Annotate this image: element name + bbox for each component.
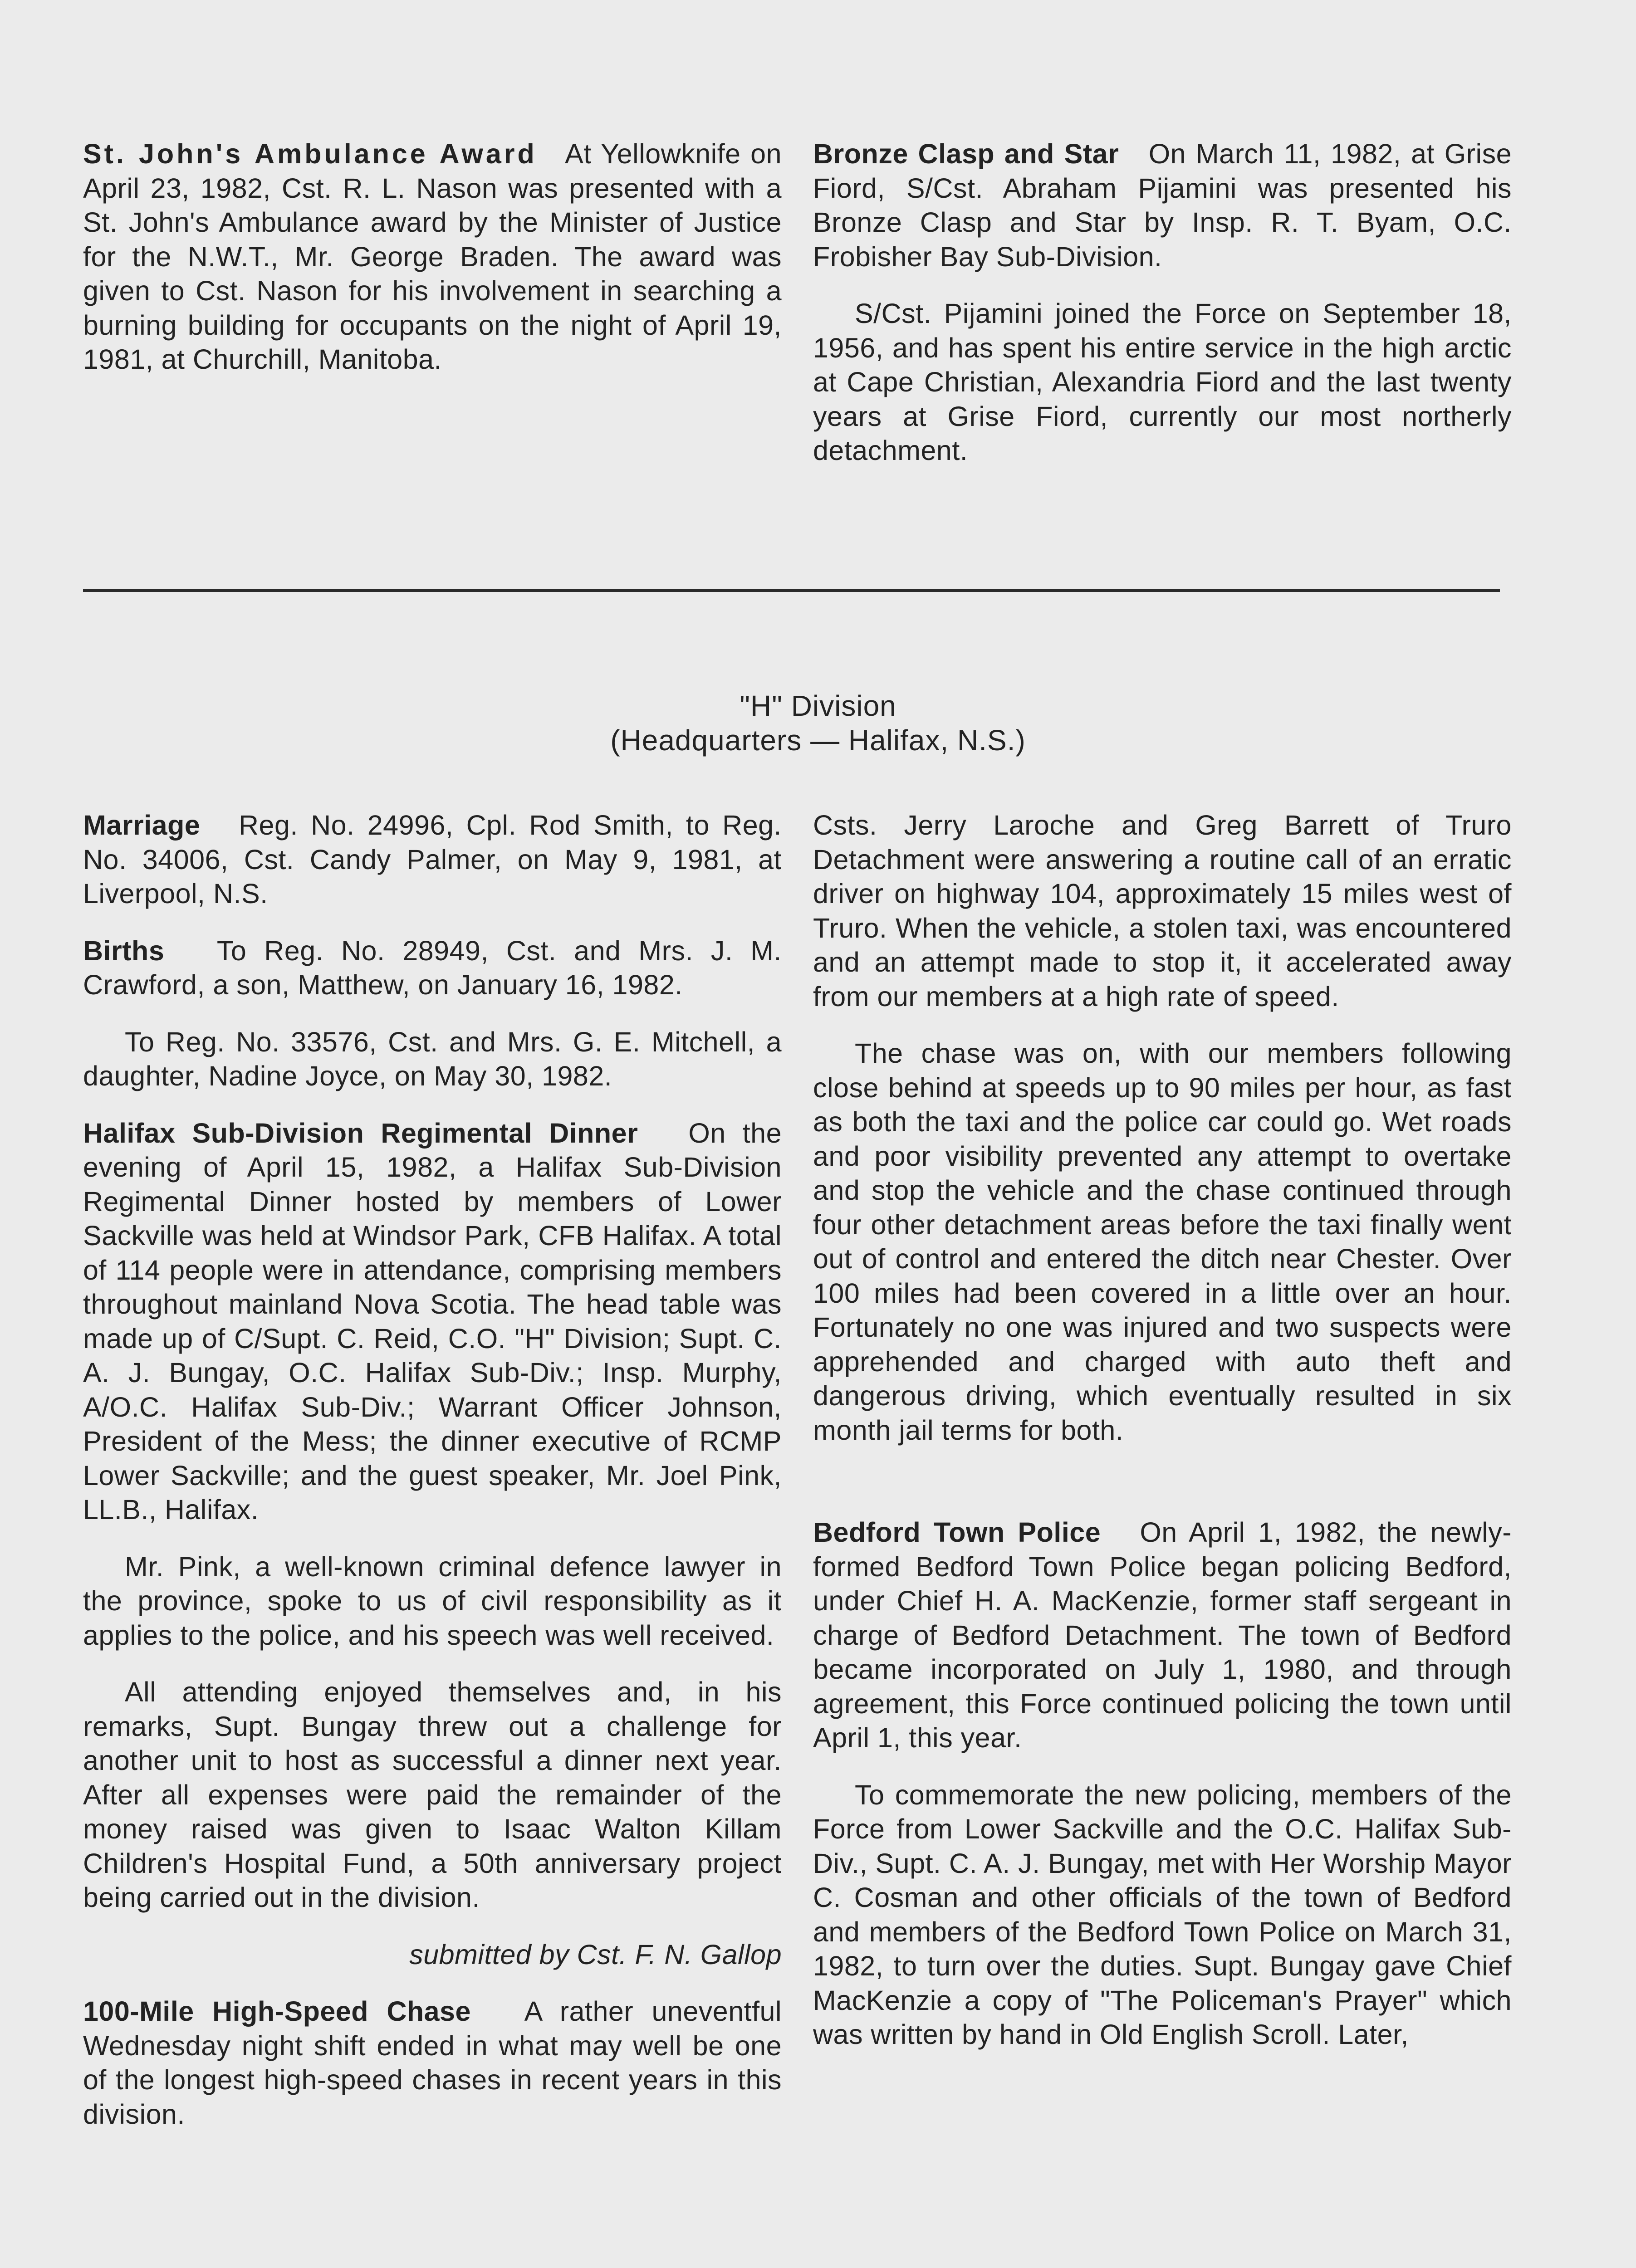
chase-heading: 100-Mile High-Speed Chase xyxy=(83,1996,471,2027)
bedford-paragraph xyxy=(813,1515,1512,1755)
clasp-paragraph xyxy=(813,137,1512,274)
marriage-text: Reg. No. 24996, Cpl. Rod Smith, to Reg. No. 34006, Cst. Candy Palmer, on May 9, 1981, at Liverpool, N.S. xyxy=(83,810,782,909)
clasp-text: On March 11, 1982, at Grise Fiord, S/Cst. Abraham Pijamini was presented his Bronze Clasp and Star by Insp. R. T. Byam, O.C. Frobisher Bay Sub-Division. xyxy=(813,138,1512,272)
marriage-heading: Marriage xyxy=(83,810,201,841)
commemorate-paragraph: To commemorate the new policing, members of the Force from Lower Sackville and the O.C. Halifax Sub-Div., Supt. C. A. J. Bungay, met with Her Worship Mayor C. Cosman and other officials of the town of Bedford and members of the Bedford Town Police on March 31, 1982, to turn over the duties. Supt. Bungay gave Chief MacKenzie a copy of "The Policeman's Prayer" which was written by hand in Old English Scroll. Later, xyxy=(813,1779,1512,2050)
section-divider xyxy=(83,589,1500,592)
dinner-text: On the evening of April 15, 1982, a Halifax Sub-Division Regimental Dinner hosted by members of Lower Sackville was held at Windsor Park, CFB Halifax. A total of 114 people were in attendance, comprising members throughout mainland Nova Scotia. The head table was made up of C/Supt. C. Reid, C.O. "H" Division; Supt. C. A. J. Bungay, O.C. Halifax Sub-Div.; Insp. Murphy, A/O.C. Halifax Sub-Div.; Warrant Officer Johnson, President of the Mess; the dinner executive of RCMP Lower Sackville; and the guest speaker, Mr. Joel Pink, LL.B., Halifax. xyxy=(83,1117,782,1525)
division-subtitle: (Headquarters — Halifax, N.S.) xyxy=(610,724,1026,757)
births-heading: Births xyxy=(83,935,165,966)
births-text: To Reg. No. 28949, Cst. and Mrs. J. M. Crawford, a son, Matthew, on January 16, 1982. xyxy=(83,935,782,1000)
left-column xyxy=(83,808,782,2154)
right-column xyxy=(813,808,1512,2075)
attending-paragraph: All attending enjoyed themselves and, in his remarks, Supt. Bungay threw out a challenge for another unit to host as successful a dinner next year. After all expenses were paid the remainder of the money raised was given to Isaac Walton Killam Children's Hospital Fund, a 50th anniversary project being carried out in the division. xyxy=(83,1677,782,1913)
award-paragraph xyxy=(83,137,782,377)
bedford-text: On April 1, 1982, the newly-formed Bedford Town Police began policing Bedford, under Chief H. A. MacKenzie, former staff sergeant in charge of Bedford Detachment. The town of Bedford became incorporated on July 1, 1980, and through agreement, this Force continued policing the town until April 1, this year. xyxy=(813,1517,1512,1753)
chase-paragraph xyxy=(83,1994,782,2131)
top-left-column xyxy=(83,137,782,400)
pink-paragraph: Mr. Pink, a well-known criminal defence lawyer in the province, spoke to us of civil responsibility as it applies to the police, and his speech was well received. xyxy=(83,1551,782,1651)
award-text: At Yellowknife on April 23, 1982, Cst. R. L. Nason was presented with a St. John's Ambulance award by the Minister of Justice for the N.W.T., Mr. George Braden. The award was given to Cst. Nason for his involvement in searching a burning building for occupants on the night of April 19, 1981, at Churchill, Manitoba. xyxy=(83,138,782,375)
chase-on-paragraph: The chase was on, with our members following close behind at speeds up to 90 miles per hour, as fast as both the taxi and the police car could go. Wet roads and poor visibility prevented any attempt to overtake and stop the vehicle and the chase continued through four other detachment areas before the taxi finally went out of control and entered the ditch near Chester. Over 100 miles had been covered in a little over an hour. Fortunately no one was injured and two suspects were apprehended and charged with auto theft and dangerous driving, which eventually resulted in six month jail terms for both. xyxy=(813,1038,1512,1446)
division-title: "H" Division xyxy=(740,689,896,722)
clasp-heading: Bronze Clasp and Star xyxy=(813,138,1119,169)
dinner-paragraph xyxy=(83,1116,782,1527)
top-right-column xyxy=(813,137,1512,491)
dinner-heading: Halifax Sub-Division Regimental Dinner xyxy=(83,1117,638,1149)
submitted-by: submitted by Cst. F. N. Gallop xyxy=(409,1939,782,1970)
award-heading: St. John's Ambulance Award xyxy=(83,138,537,169)
marriage-paragraph xyxy=(83,808,782,911)
births-paragraph xyxy=(83,934,782,1002)
births-paragraph-2: To Reg. No. 33576, Cst. and Mrs. G. E. Mitchell, a daughter, Nadine Joyce, on May 30, 1982. xyxy=(83,1026,782,1091)
chase-text: A rather uneventful Wednesday night shift ended in what may well be one of the longest high-speed chases in recent years in this division. xyxy=(83,1996,782,2130)
pijamini-paragraph: S/Cst. Pijamini joined the Force on September 18, 1956, and has spent his entire service in the high arctic at Cape Christian, Alexandria Fiord and the last twenty years at Grise Fiord, currently our most northerly detachment. xyxy=(813,298,1512,466)
chase-cont-paragraph: Csts. Jerry Laroche and Greg Barrett of Truro Detachment were answering a routine call of an erratic driver on highway 104, approximately 15 miles west of Truro. When the vehicle, a stolen taxi, was encountered and an attempt made to stop it, it accelerated away from our members at a high rate of speed. xyxy=(813,810,1512,1012)
bedford-heading: Bedford Town Police xyxy=(813,1517,1101,1548)
